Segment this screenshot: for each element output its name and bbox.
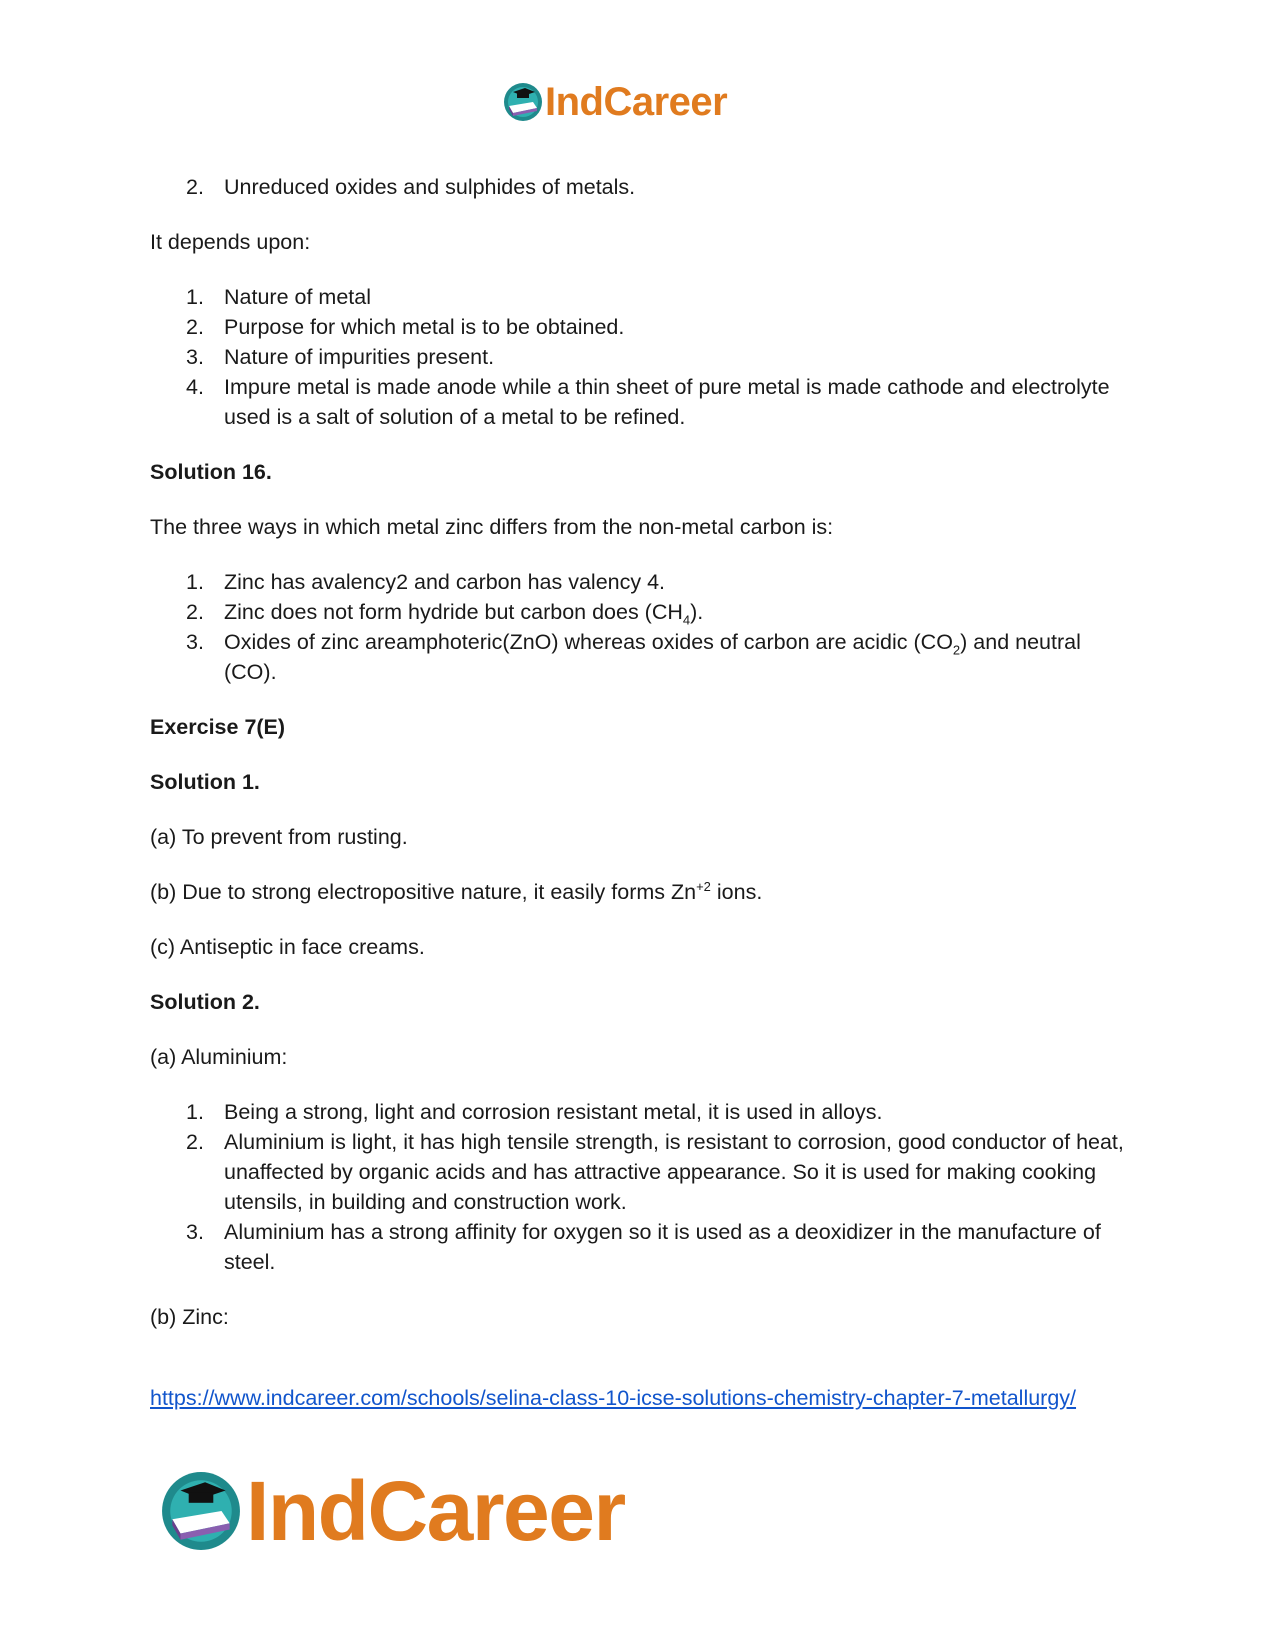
list-item: 3. Aluminium has a strong affinity for oxygen so it is used as a deoxidizer in the manufacture of steel. — [186, 1220, 1101, 1274]
graduation-book-icon — [503, 82, 543, 122]
graduation-book-icon — [160, 1470, 242, 1552]
header-logo — [503, 80, 727, 124]
solution-2-heading: Solution 2. — [150, 990, 260, 1014]
solution-16-heading: Solution 16. — [150, 460, 272, 484]
solution-2-a: (a) Aluminium: — [150, 1045, 288, 1069]
list-item: 2. Unreduced oxides and sulphides of metals. — [186, 175, 636, 199]
exercise-heading: Exercise 7(E) — [150, 715, 286, 739]
list-item: 2. Aluminium is light, it has high tensile strength, is resistant to corrosion, good conductor of heat, unaffected by organic acids and has attractive appearance. So it is used for making cooking utensils, in building and construction work. — [186, 1130, 1124, 1214]
solution-1-c: (c) Antiseptic in face creams. — [150, 935, 425, 959]
list-item: 3. Oxides of zinc areamphoteric(ZnO) whereas oxides of carbon are acidic $(CO_2)$ and neutral (CO). — [186, 630, 1081, 684]
list-item: 1. Nature of metal — [186, 285, 371, 309]
document-body — [150, 172, 1125, 1357]
continued-list — [150, 172, 1125, 202]
solution-16-list — [150, 567, 1125, 687]
solution-1-a: (a) To prevent from rusting. — [150, 825, 408, 849]
list-item: 2. Zinc does not form hydride but carbon does $(CH_4)$. — [186, 600, 704, 628]
source-link[interactable]: https://www.indcareer.com/schools/selina-class-10-icse-solutions-chemistry-chapter-7-metallurgy/ — [150, 1386, 1077, 1410]
list-item: 4. Impure metal is made anode while a thin sheet of pure metal is made cathode and electrolyte used is a salt of solution of a metal to be refined. — [186, 375, 1110, 429]
list-item: 3. Nature of impurities present. — [186, 345, 495, 369]
solution-1-b: (b) Due to strong electropositive nature, it easily forms $Zn^{+2}$ ions. — [150, 878, 763, 904]
depends-intro: It depends upon: — [150, 230, 311, 254]
solution-2-a-list — [150, 1097, 1125, 1277]
brand-name: IndCareer — [545, 79, 728, 124]
list-item: 2. Purpose for which metal is to be obtained. — [186, 315, 625, 339]
brand-name: IndCareer — [246, 1463, 625, 1558]
depends-list — [150, 282, 1125, 432]
list-item: 1. Being a strong, light and corrosion resistant metal, it is used in alloys. — [186, 1100, 883, 1124]
solution-1-heading: Solution 1. — [150, 770, 260, 794]
footer-link-block — [150, 1380, 1125, 1416]
solution-16-intro: The three ways in which metal zinc differs from the non-metal carbon is: — [150, 515, 834, 539]
solution-2-b: (b) Zinc: — [150, 1305, 229, 1329]
footer-logo — [160, 1463, 625, 1558]
list-item: 1. Zinc has avalency2 and carbon has valency 4. — [186, 570, 666, 594]
